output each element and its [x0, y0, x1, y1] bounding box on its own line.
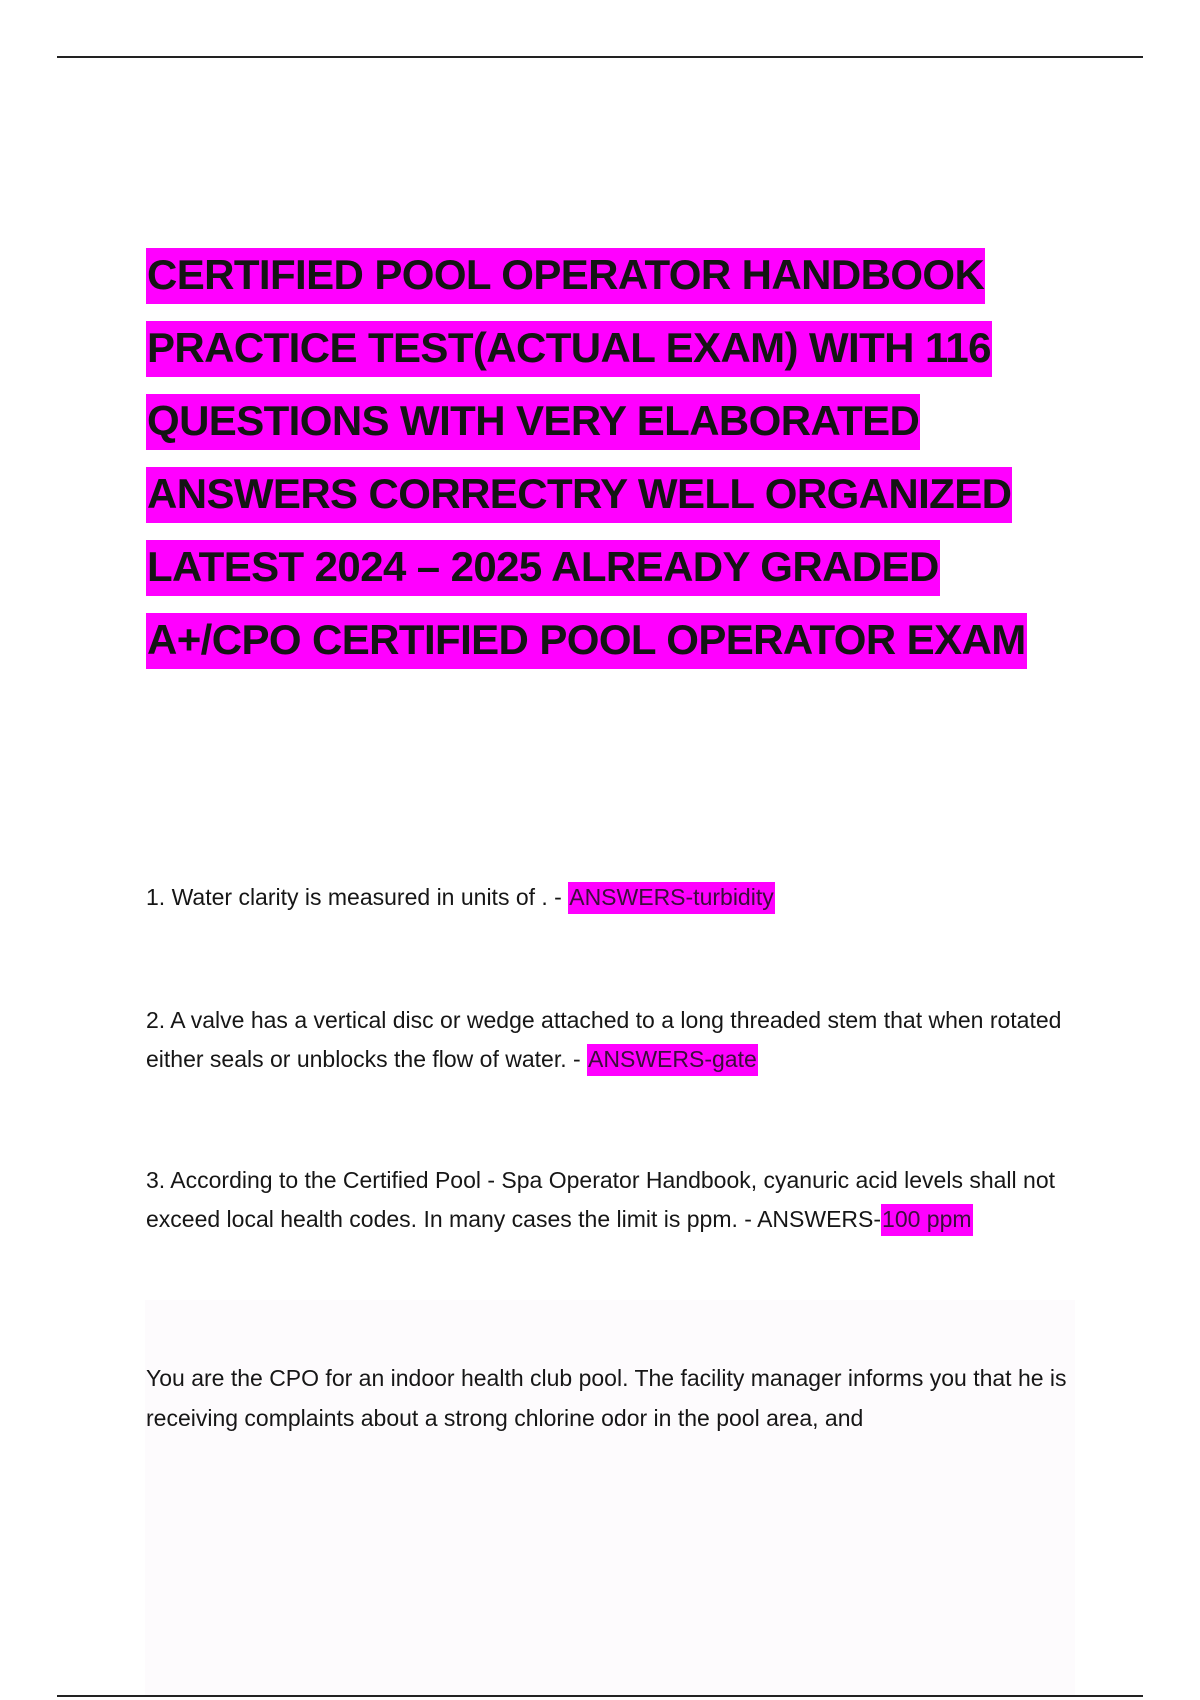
title-line-text: CERTIFIED POOL OPERATOR HANDBOOK [146, 248, 985, 304]
bottom-rule [57, 1695, 1143, 1697]
answer-highlight: ANSWERS-gate [587, 1044, 758, 1076]
title-line [146, 238, 1106, 311]
question-text: 1. Water clarity is measured in units of . - [146, 884, 569, 910]
question-1 [146, 878, 1086, 917]
title-line [146, 530, 1106, 603]
title-line-text: A+/CPO CERTIFIED POOL OPERATOR EXAM [146, 613, 1027, 669]
title-line-text: ANSWERS CORRECTRY WELL ORGANIZED [146, 467, 1012, 523]
title-line-text: PRACTICE TEST(ACTUAL EXAM) WITH 116 [146, 321, 992, 377]
title-line [146, 457, 1106, 530]
question-2 [146, 1001, 1086, 1079]
top-rule [57, 56, 1143, 58]
title-line [146, 603, 1106, 676]
question-text: 2. A valve has a vertical disc or wedge attached to a long threaded stem that when rotated either seals or unblocks the flow of water. - [146, 1007, 1062, 1072]
question-3 [146, 1161, 1086, 1239]
answer-highlight: ANSWERS-turbidity [568, 882, 774, 914]
question-4-paragraph: You are the CPO for an indoor health club pool. The facility manager informs you that he is receiving complaints about a strong chlorine odor in the pool area, and [146, 1365, 1067, 1431]
title-line-text: LATEST 2024 – 2025 ALREADY GRADED [146, 540, 940, 596]
answer-highlight: 100 ppm [881, 1204, 973, 1236]
title-line [146, 384, 1106, 457]
question-text: 3. According to the Certified Pool - Spa Operator Handbook, cyanuric acid levels shall not exceed local health codes. In many cases the limit is ppm. - ANSWERS- [146, 1167, 1055, 1232]
title-line-text: QUESTIONS WITH VERY ELABORATED [146, 394, 920, 450]
document-title [146, 238, 1106, 676]
title-line [146, 311, 1106, 384]
